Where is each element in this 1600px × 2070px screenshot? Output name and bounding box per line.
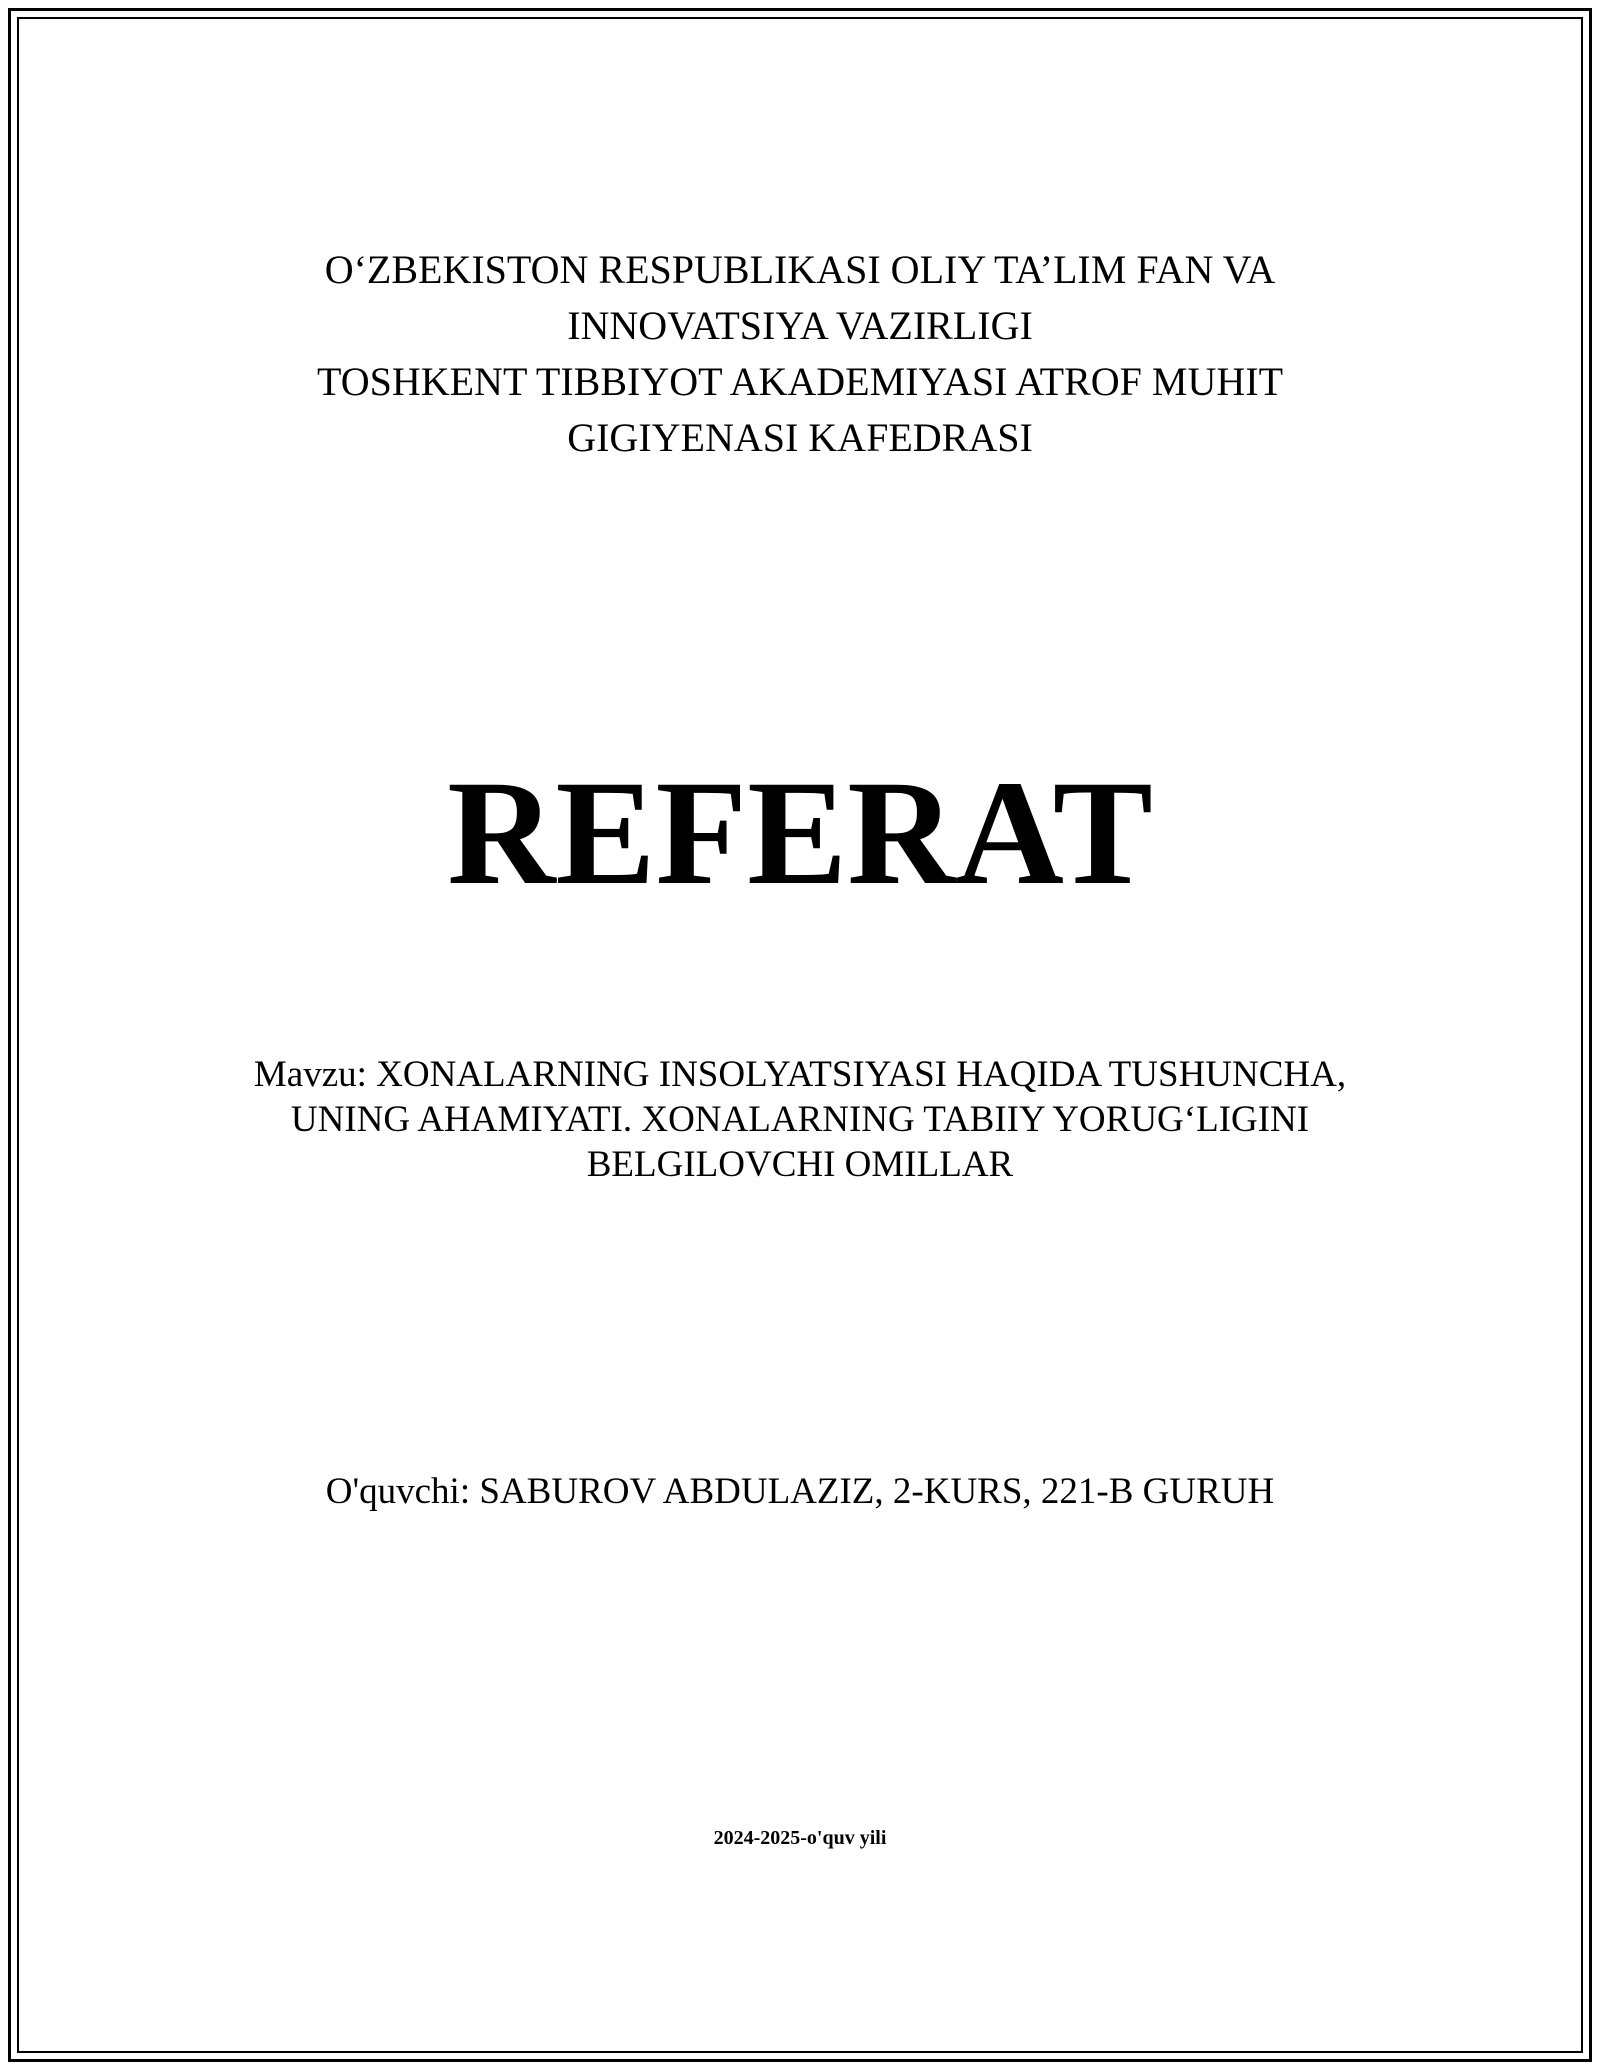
ministry-header (0, 242, 1600, 466)
header-line: TOSHKENT TIBBIYOT AKADEMIYASI ATROF MUHIT (317, 359, 1283, 404)
header-line: GIGIYENASI KAFEDRASI (567, 415, 1033, 460)
topic-text (0, 1052, 1600, 1187)
student-info: O'quvchi: SABUROV ABDULAZIZ, 2-KURS, 221-B GURUH (325, 1471, 1275, 1512)
topic-line: UNING AHAMIYATI. XONALARNING TABIIY YORUG‘LIGINI (290, 1099, 1310, 1140)
topic-line: Mavzu: XONALARNING INSOLYATSIYASI HAQIDA TUSHUNCHA, (253, 1054, 1347, 1095)
header-line: O‘ZBEKISTON RESPUBLIKASI OLIY TA’LIM FAN VA (324, 247, 1276, 292)
document-title: REFERAT (447, 750, 1153, 916)
topic-line: BELGILOVCHI OMILLAR (586, 1144, 1014, 1185)
header-line: INNOVATSIYA VAZIRLIGI (567, 303, 1033, 348)
academic-year: 2024-2025-o'quv yili (713, 1827, 887, 1849)
